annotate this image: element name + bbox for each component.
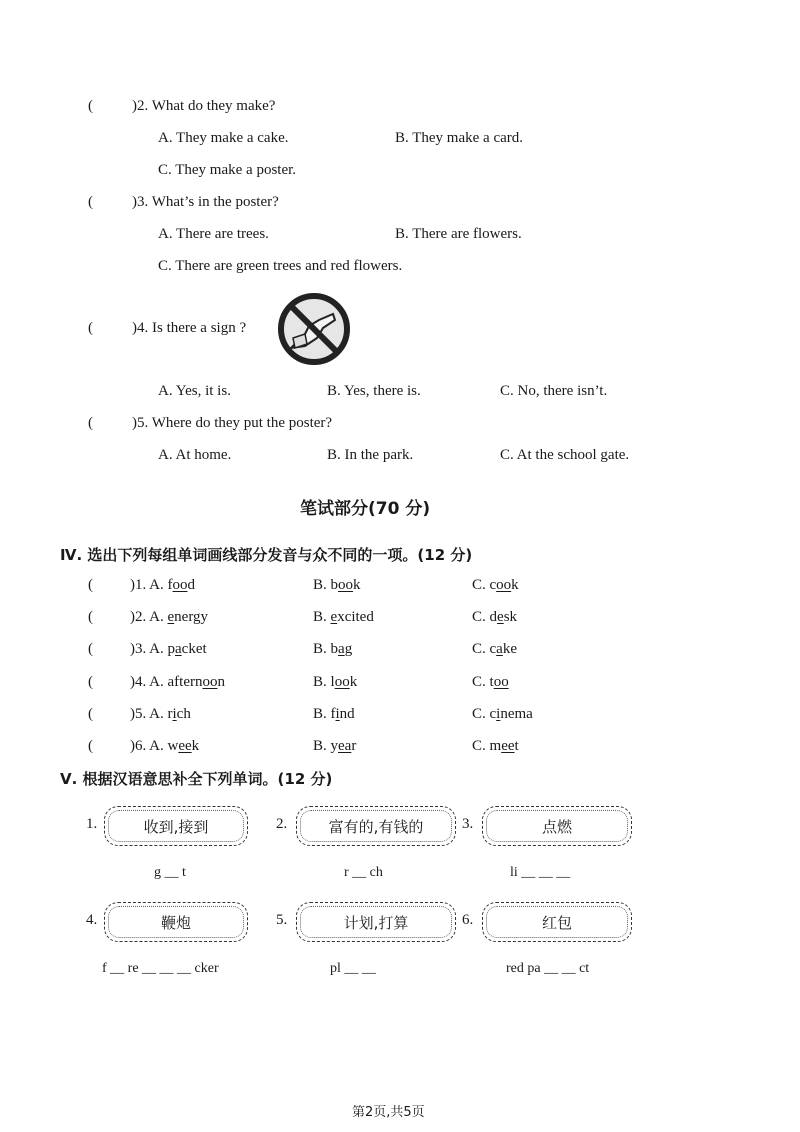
underlined-letters: oo: [493, 674, 509, 690]
word-blank[interactable]: r __ ch: [344, 865, 383, 880]
chinese-meaning-box: [104, 902, 248, 942]
option-b: B. Yes, there is.: [327, 383, 421, 399]
option-b-word: B. bag: [313, 641, 353, 657]
option-a-word: )3. A. packet: [130, 641, 207, 657]
option-a-word: )4. A. afternoon: [130, 674, 225, 690]
option-c: C. There are green trees and red flowers.: [158, 258, 403, 274]
option-b-word: B. book: [313, 577, 361, 593]
word-blank[interactable]: f __ re __ __ __ cker: [102, 961, 219, 976]
option-b-word: B. find: [313, 706, 355, 722]
underlined-letters: a: [496, 641, 503, 657]
chinese-meaning: 收到,接到: [143, 817, 209, 836]
underlined-letters: e: [167, 609, 175, 625]
written-section-title: 笔试部分(70 分): [300, 499, 431, 519]
question-text: )2. What do they make?: [132, 98, 276, 114]
option-b-word: B. look: [313, 674, 358, 690]
section-5-title: Ⅴ. 根据汉语意思补全下列单词。(12 分): [60, 770, 333, 788]
option-c-word: C. too: [472, 674, 509, 690]
option-c-word: C. meet: [472, 738, 519, 754]
answer-paren[interactable]: (: [88, 706, 93, 722]
item-number: 5.: [276, 912, 288, 928]
page-number: 第2页,共5页: [352, 1105, 425, 1120]
answer-paren[interactable]: (: [88, 641, 93, 657]
underlined-letters: i: [335, 706, 340, 722]
option-c: C. No, there isn’t.: [500, 383, 608, 399]
underlined-letters: e: [330, 609, 338, 625]
answer-paren[interactable]: (: [88, 609, 93, 625]
chinese-meaning: 富有的,有钱的: [328, 817, 424, 836]
underlined-letters: a: [338, 641, 345, 657]
underlined-letters: a: [175, 641, 182, 657]
underlined-letters: i: [496, 706, 501, 722]
option-a-word: )6. A. week: [130, 738, 200, 754]
underlined-letters: e: [497, 609, 504, 625]
word-blank[interactable]: li __ __ __: [510, 865, 571, 880]
option-a: A. They make a cake.: [158, 130, 289, 146]
question-text: )3. What’s in the poster?: [132, 194, 279, 210]
chinese-meaning: 点燃: [541, 817, 572, 836]
answer-paren[interactable]: (: [88, 674, 93, 690]
chinese-meaning: 鞭炮: [160, 913, 191, 932]
item-number: 2.: [276, 816, 288, 832]
word-blank[interactable]: red pa __ __ ct: [506, 961, 590, 976]
item-number: 4.: [86, 912, 98, 928]
option-c: C. They make a poster.: [158, 162, 297, 178]
chinese-meaning-box: [296, 806, 456, 846]
item-number: 6.: [462, 912, 474, 928]
word-blank[interactable]: pl __ __: [330, 961, 376, 976]
option-b: B. They make a card.: [395, 130, 524, 146]
underlined-letters: ea: [338, 738, 352, 754]
underlined-letters: oo: [334, 674, 350, 690]
chinese-meaning: 红包: [541, 913, 572, 932]
option-a-word: )2. A. energy: [130, 609, 209, 625]
option-b: B. In the park.: [327, 447, 414, 463]
question-text: )4. Is there a sign ?: [132, 320, 247, 336]
answer-paren[interactable]: (: [88, 577, 93, 593]
answer-paren[interactable]: (: [88, 738, 93, 754]
underlined-letters: oo: [202, 674, 218, 690]
underlined-letters: oo: [172, 577, 188, 593]
chinese-meaning: 计划,打算: [343, 913, 409, 932]
answer-paren[interactable]: (: [88, 320, 93, 336]
option-a-word: )1. A. food: [130, 577, 195, 593]
chinese-meaning-box: [482, 806, 632, 846]
item-number: 3.: [462, 816, 474, 832]
option-a-word: )5. A. rich: [130, 706, 191, 722]
option-c-word: C. cinema: [472, 706, 533, 722]
chinese-meaning-box: [296, 902, 456, 942]
option-b-word: B. year: [313, 738, 357, 754]
option-c-word: C. cook: [472, 577, 519, 593]
underlined-letters: oo: [338, 577, 354, 593]
word-blank[interactable]: g __ t: [154, 865, 186, 880]
option-c-word: C. cake: [472, 641, 518, 657]
option-c-word: C. desk: [472, 609, 518, 625]
underlined-letters: ee: [178, 738, 192, 754]
option-b: B. There are flowers.: [395, 226, 522, 242]
item-number: 1.: [86, 816, 98, 832]
underlined-letters: i: [172, 706, 177, 722]
option-c: C. At the school gate.: [500, 447, 630, 463]
option-a: A. At home.: [158, 447, 232, 463]
chinese-meaning-box: [104, 806, 248, 846]
option-b-word: B. excited: [313, 609, 374, 625]
option-a: A. There are trees.: [158, 226, 269, 242]
underlined-letters: ee: [501, 738, 515, 754]
chinese-meaning-box: [482, 902, 632, 942]
answer-paren[interactable]: (: [88, 415, 93, 431]
no-touching-sign-icon: [275, 290, 353, 368]
option-a: A. Yes, it is.: [158, 383, 231, 399]
section-4-title: Ⅳ. 选出下列每组单词画线部分发音与众不同的一项。(12 分): [60, 546, 473, 564]
answer-paren[interactable]: (: [88, 98, 93, 114]
answer-paren[interactable]: (: [88, 194, 93, 210]
question-text: )5. Where do they put the poster?: [132, 415, 333, 431]
underlined-letters: oo: [496, 577, 512, 593]
